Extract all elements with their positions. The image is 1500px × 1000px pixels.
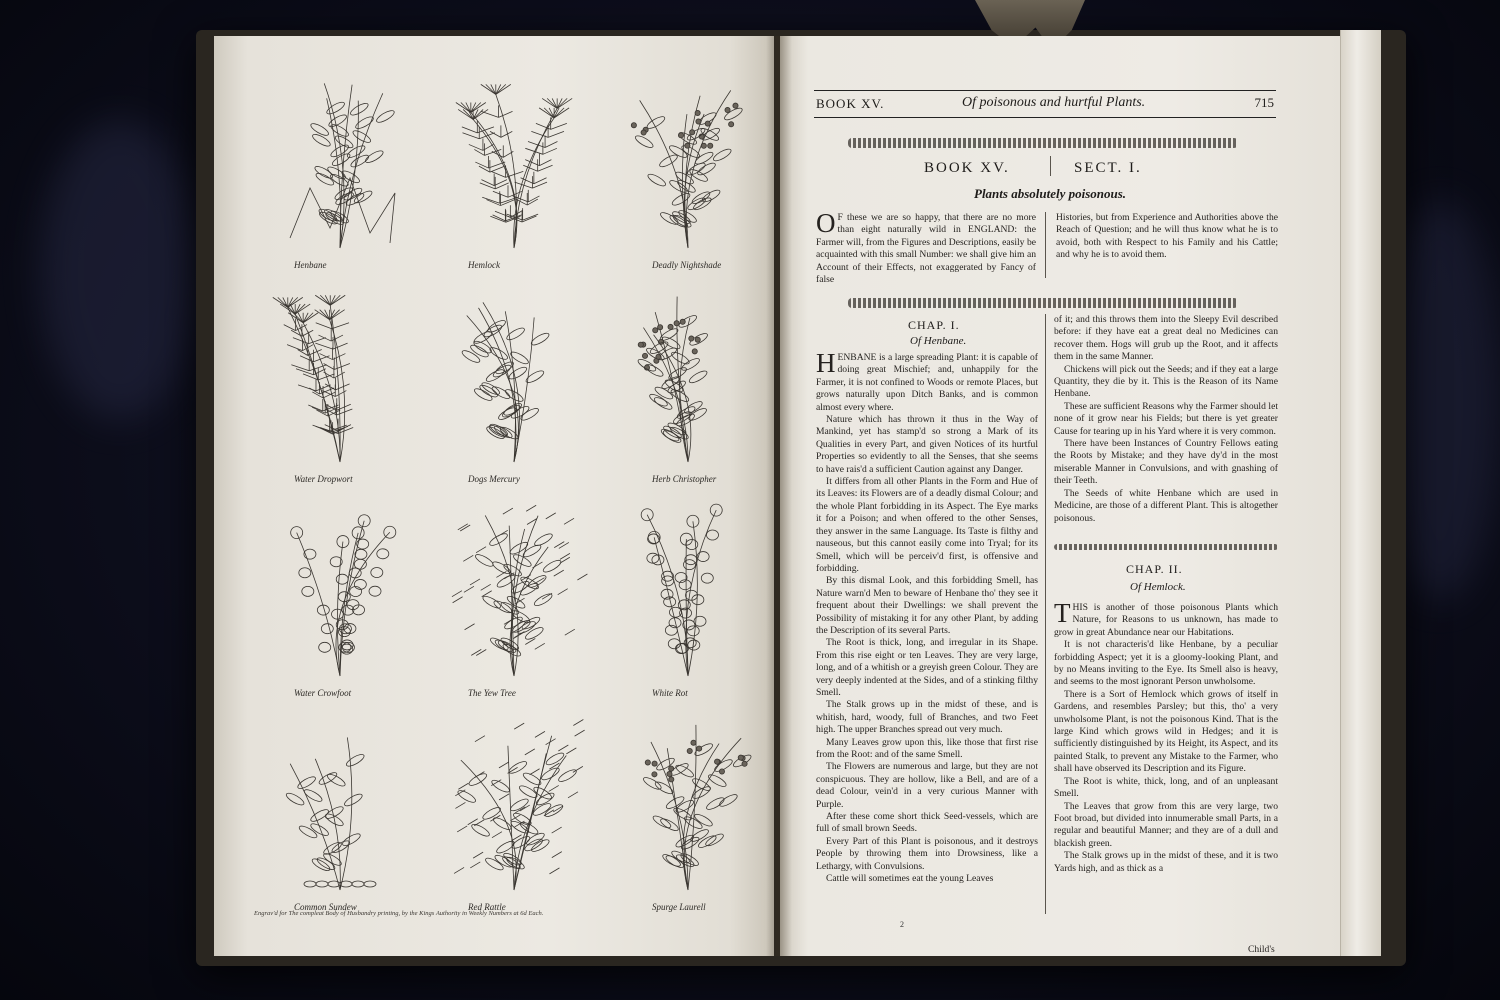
- plant-label: Water Dropwort: [294, 474, 353, 484]
- plant-label: Common Sundew: [294, 902, 357, 912]
- plant-illustration: [254, 704, 426, 912]
- catchword: Child's: [1248, 944, 1275, 955]
- laurel-branch-icon: [602, 704, 774, 898]
- paragraph: ENBANE is a large spreading Plant: it is capable of doing great Mischief; and, unhappily for the Farmer, it is not confined to Woods or remote Places, but grows naturally upon Ditch Banks, and is common almost every where.: [816, 352, 1038, 413]
- sundew-plant-icon: [254, 704, 426, 898]
- umbel-plant-icon: [254, 276, 426, 470]
- paragraph: The Root is thick, long, and irregular in its Shape. From this rise eight or ten Leaves. They are very large, long, and of a whitish or a greyish green Colour. They are very deeply indented at the Sides, and of a stinking filthy Smell.: [816, 637, 1038, 698]
- paragraph: The Flowers are numerous and large, but they are not conspicuous. They are hollow, like a Bell, and are of a dead Colour, vein'd in a very curious Manner with Purple.: [816, 761, 1038, 810]
- heading-divider: [1050, 156, 1051, 176]
- plant-label: White Rot: [652, 688, 688, 698]
- ornament-rule-small: [1054, 544, 1278, 550]
- plant-label: Dogs Mercury: [468, 474, 520, 484]
- paragraph: Every Part of this Plant is poisonous, and it destroys People by throwing them into Drowsiness, like a Lethargy, with Convulsions.: [816, 835, 1038, 872]
- paragraph: The Stalk grows up in the midst of these, and is whitish, hard, woody, full of Branches, and two Feet high. The upper Branches spread out very much.: [816, 699, 1038, 736]
- paragraph: It is not characteris'd like Henbane, by a peculiar forbidding Aspect; yet it is a gloomy-looking Plant, and by no Means inviting to the Eye. Its Smell also is heavy, and seems to the most ignorant Person unwholsome.: [1054, 639, 1278, 688]
- chap2-dropcap: T: [1054, 598, 1071, 628]
- plant-illustration: [602, 704, 774, 912]
- running-head: [814, 90, 1276, 118]
- ornament-rule: [848, 138, 1238, 148]
- plant-illustration: [602, 276, 774, 484]
- paragraph: The Root is white, thick, long, and of an unpleasant Smell.: [1054, 775, 1278, 800]
- plant-illustration: [428, 276, 600, 484]
- chap1-dropcap: H: [816, 348, 836, 378]
- paragraph: There is a Sort of Hemlock which grows of itself in Gardens, and resembles Parsley; but this, tho' a very unwholsome Plant, is not the poisonous Kind. That is the large Kind which grows wild in Hedges; and it is sufficiently distinguished by its Height, its Aspect, and its painted Stalk, to prevent any Mistake to the Farmer, who shall have observed its Description and its Figure.: [1054, 688, 1278, 775]
- cloth-fold: [40, 120, 200, 420]
- plant-illustration: [428, 490, 600, 698]
- plant-label: Hemlock: [468, 260, 500, 270]
- paragraph: Many Leaves grow upon this, like those that first rise from the Root: and of the same Smell.: [816, 736, 1038, 760]
- plant-label: Spurge Laurell: [652, 902, 706, 912]
- plant-illustration: [254, 490, 426, 698]
- paragraph: Cattle will sometimes eat the young Leaves: [826, 873, 994, 885]
- yew-branch-icon: [428, 490, 600, 684]
- book-gutter: [766, 36, 792, 956]
- plant-label: Herb Christopher: [652, 474, 717, 484]
- paragraph: By this dismal Look, and this forbidding Smell, has Nature warn'd Men to beware of Henbane tho' they see it frequent about their Dwellings: we shall prevent the Possibility of mistaking it for any other Plant, by adding the Description of its several Parts.: [816, 575, 1038, 636]
- flower-plant-icon: [602, 490, 774, 684]
- leafy-plant-icon: [428, 276, 600, 470]
- chap1-title: CHAP. I.: [908, 318, 960, 332]
- chap1-subtitle: Of Henbane.: [910, 335, 967, 347]
- paragraph: of it; and this throws them into the Sleepy Evil described before: if they have eat a great deal no Medicines can recover them. Hogs will grub up the Root, and it affects them in the same Manner.: [1054, 314, 1278, 363]
- text-page: [780, 36, 1340, 956]
- intro-right-column: [1056, 212, 1278, 262]
- plant-illustration: [254, 276, 426, 484]
- plate-page: [214, 36, 774, 956]
- intro-dropcap: O: [816, 208, 836, 238]
- paragraph: These are sufficient Reasons why the Farmer should let none of it grow near his Fields; but there is yet greater Cause for tearing up in his Yard where it is very common.: [1054, 400, 1278, 437]
- chap1-left-column: [816, 348, 1038, 885]
- plant-illustration: [602, 62, 774, 270]
- umbel-plant-icon: [428, 62, 600, 256]
- main-column-divider: [1045, 314, 1046, 914]
- page-number: 715: [1254, 95, 1274, 110]
- plant-illustration: [254, 62, 426, 270]
- paragraph: HIS is another of those poisonous Plants which Nature, for Reasons to us unknown, has made to grow in great Abundance near our Habitations.: [1054, 602, 1278, 638]
- page-edges: [1340, 30, 1381, 956]
- berry-plant-icon: [602, 276, 774, 470]
- plant-illustration: [428, 62, 600, 270]
- plant-label: Deadly Nightshade: [652, 260, 722, 270]
- plant-illustration: [602, 490, 774, 698]
- paragraph: The Leaves that grow from this are very large, two Foot broad, but divided into innumerable small Parts, in a regular and beautiful Manner; and they are of a dull and blackish green.: [1054, 800, 1278, 849]
- paragraph: It differs from all other Plants in the Form and Hue of its Leaves: its Flowers are of a deadly dismal Colour; and the whole Plant forbidding in its Aspect. The Eye marks it for a Poison; and when offered to the other Senses, they answer in the same Language. Its Taste is filthy and nauseous, but this cannot easily come into Tryal; for its Smell, which will be perceiv'd first, is offensive and forbidding.: [816, 476, 1038, 574]
- section-subtitle: Plants absolutely poisonous.: [974, 186, 1127, 201]
- paragraph: Chickens will pick out the Seeds; and if they eat a large Quantity, they die by it. This is the Reason of its Name Henbane.: [1054, 363, 1278, 400]
- plant-label: The Yew Tree: [468, 688, 516, 698]
- sect-heading: SECT. I.: [1074, 160, 1142, 176]
- chap2-column: [1054, 598, 1278, 875]
- thistle-leaf-plant-icon: [254, 62, 426, 256]
- plant-label: Red Rattle: [468, 902, 506, 912]
- paragraph: There have been Instances of Country Fellows eating the Roots by Mistake; and they have dy'd in the most miserable Manner in Convulsions, and with gnashing of their Teeth.: [1054, 438, 1278, 487]
- spike-plant-icon: [428, 704, 600, 898]
- paragraph: The Seeds of white Henbane which are used in Medicine, are those of a different Plant. This is altogether poisonous.: [1054, 487, 1278, 524]
- chap2-subtitle: Of Hemlock.: [1130, 581, 1186, 593]
- plant-label: Henbane: [294, 260, 327, 270]
- berry-plant-icon: [602, 62, 774, 256]
- running-head-title: Of poisonous and hurtful Plants.: [962, 95, 1146, 110]
- plant-illustration: [428, 704, 600, 912]
- plant-label: Water Crowfoot: [294, 688, 352, 698]
- intro-left-text: F these we are so happy, that there are no more than eight naturally wild in ENGLAND: the Farmer will, from the Figures and Descriptions, easily be acquainted with this small Number: we shall give him an Account of their Effects, not exaggerated by Fancy of false: [816, 212, 1036, 286]
- chap1-right-column: [1054, 314, 1278, 525]
- signature-mark: 2: [900, 920, 904, 929]
- ornament-rule: [848, 298, 1238, 308]
- paragraph: After these come short thick Seed-vessels, which are full of small brown Seeds.: [816, 811, 1038, 835]
- running-head-book: BOOK XV.: [816, 96, 885, 111]
- flower-plant-icon: [254, 490, 426, 684]
- book-heading: BOOK XV.: [924, 160, 1010, 176]
- plate-imprint: Engrav'd for The compleat Body of Husbandry printing, by the Kings Authority in Weekly Numbers at 6d Each.: [254, 910, 544, 917]
- intro-right-text: Histories, but from Experience and Authorities above the Reach of Question; and he will thus know what he is to avoid, both with Respect to his Family and his Cattle; and why he is to avoid them.: [1056, 212, 1278, 261]
- paragraph: The Stalk grows up in the midst of these, and it is two Yards high, and as thick as a: [1054, 850, 1278, 874]
- intro-column-divider: [1045, 212, 1046, 278]
- chap2-title: CHAP. II.: [1126, 562, 1183, 576]
- paragraph: Nature which has thrown it thus in the Way of Mankind, yet has stamp'd so strong a Mark of its Qualities in every Part, and given Notices of its hurtful Properties so evidently to all the Senses, that she seems to have rais'd a sufficient Caution against any Danger.: [816, 414, 1038, 475]
- intro-left-column: [816, 208, 1036, 286]
